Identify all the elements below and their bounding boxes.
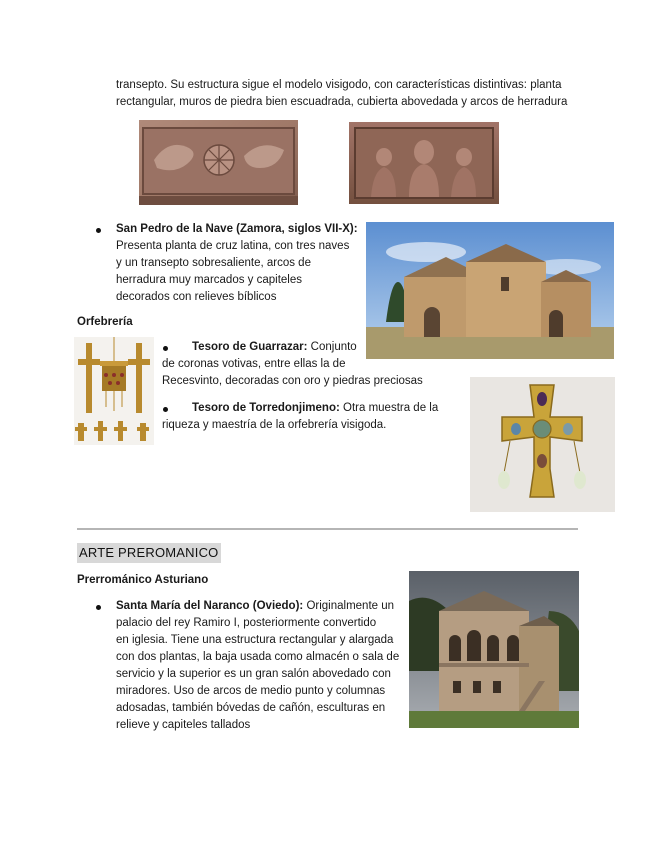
intro-paragraph	[116, 77, 596, 111]
guarrazar-line-3: Recesvinto, decoradas con oro y piedras preciosas	[162, 375, 423, 387]
naranco-line-6: miradores. Uso de arcos de medio punto y columnas	[116, 685, 386, 697]
san-pedro-line-2: y un transepto sobresaliente, arcos de	[116, 257, 311, 269]
bullet-naranco	[96, 605, 101, 610]
bird-relief-icon	[139, 120, 298, 205]
treasure-image	[74, 337, 154, 445]
naranco-line-8: relieve y capiteles tallados	[116, 719, 251, 731]
section-divider	[77, 528, 578, 530]
relief-right-image	[349, 122, 499, 204]
naranco-line-4: con dos plantas, la baja usada como almacén o sala de	[116, 651, 400, 663]
torredonjimeno-title: Tesoro de Torredonjimeno:	[192, 402, 340, 414]
naranco-line-1-rest: Originalmente un	[303, 600, 395, 612]
intro-line-2: rectangular, muros de piedra bien escuadrada, cubierta abovedada y arcos de herradura	[116, 96, 568, 108]
intro-line-1: transepto. Su estructura sigue el modelo visigodo, con características distintivas: planta	[116, 79, 562, 91]
prerromanico-subheading: Prerrománico Asturiano	[77, 574, 209, 586]
torredonjimeno-line-1	[162, 400, 462, 417]
naranco-image	[409, 571, 579, 728]
guarrazar-title: Tesoro de Guarrazar:	[192, 341, 308, 353]
orfebreria-heading: Orfebrería	[77, 316, 133, 328]
naranco-line-1	[116, 598, 408, 615]
san-pedro-paragraph	[116, 221, 366, 306]
naranco-line-5: servicio y la superior es un gran salón abovedado con	[116, 668, 391, 680]
section-title: ARTE PREROMANICO	[77, 543, 221, 563]
naranco-line-3: en iglesia. Tiene una estructura rectangular y alargada	[116, 634, 394, 646]
torredonjimeno-line-2: riqueza y maestría de la orfebrería visigoda.	[162, 419, 387, 431]
torredonjimeno-line-1-rest: Otra muestra de la	[339, 402, 439, 414]
palace-icon	[409, 571, 579, 728]
guarrazar-line-2: de coronas votivas, entre ellas la de	[162, 358, 346, 370]
san-pedro-line-1: Presenta planta de cruz latina, con tres naves	[116, 240, 350, 252]
san-pedro-title: San Pedro de la Nave (Zamora, siglos VII-X):	[116, 223, 358, 235]
naranco-line-2: palacio del rey Ramiro I, posteriormente convertido	[116, 617, 377, 629]
bullet-san-pedro	[96, 228, 101, 233]
jeweled-cross-icon	[470, 377, 615, 512]
votive-crowns-icon	[74, 337, 154, 445]
guarrazar-line-1	[162, 339, 462, 356]
san-pedro-line-4: decorados con relieves bíblicos	[116, 291, 277, 303]
figures-relief-icon	[349, 122, 499, 204]
san-pedro-line-3: herradura muy marcados y capiteles	[116, 274, 302, 286]
torredonjimeno-paragraph	[162, 400, 462, 434]
naranco-title: Santa María del Naranco (Oviedo):	[116, 600, 304, 612]
naranco-paragraph	[116, 598, 408, 734]
naranco-line-7: adosadas, también bóvedas de cañón, esculturas en	[116, 702, 386, 714]
guarrazar-line-1-rest: Conjunto	[307, 341, 357, 353]
guarrazar-paragraph	[162, 339, 462, 390]
relief-left-image	[139, 120, 298, 205]
cross-image	[470, 377, 615, 512]
